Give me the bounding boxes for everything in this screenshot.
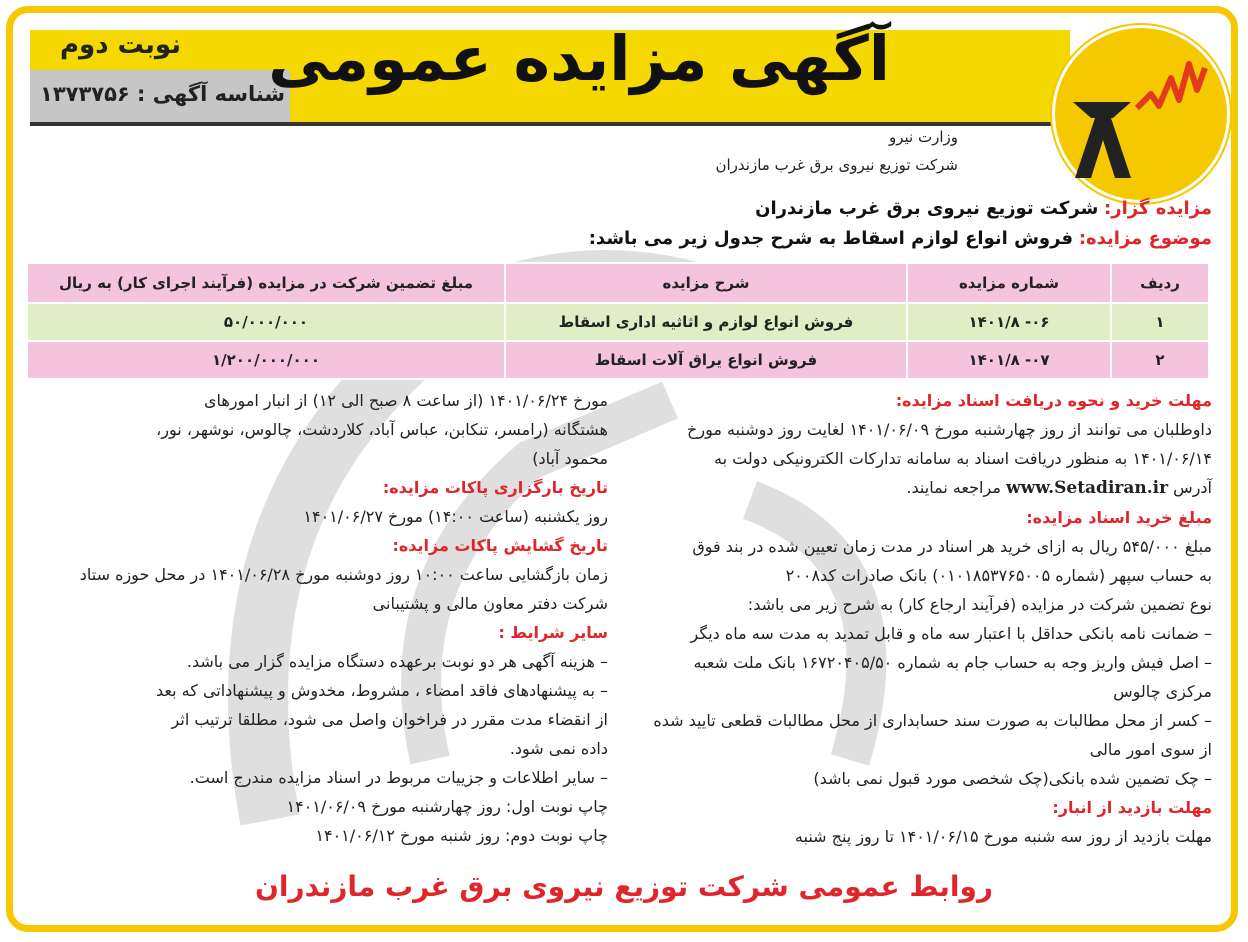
cell-desc: فروش انواع لوازم و اثاثیه اداری اسقاط: [505, 303, 907, 341]
paragraph-line: چاپ نوبت اول: روز چهارشنبه مورخ ۱۴۰۱/۰۶/۰۹: [286, 797, 608, 816]
section-heading: مهلت خرید و نحوه دریافت اسناد مزایده:: [895, 391, 1212, 410]
auctioneer-label: مزایده گزار:: [1104, 198, 1212, 219]
paragraph-line: نوع تضمین شرکت در مزایده (فرآیند ارجاع کار) به شرح زیر می باشد:: [747, 595, 1212, 614]
paragraph-line: مورخ ۱۴۰۱/۰۶/۲۴ (از ساعت ۸ صبح الی ۱۲) از انبار امورهای: [203, 391, 608, 410]
paragraph-line: به حساب سپهر (شماره ۰۱۰۱۸۵۳۷۶۵۰۰۵) بانک صادرات کد۲۰۰۸: [785, 566, 1212, 585]
paragraph-line: ۱۴۰۱/۰۶/۱۴ به منظور دریافت اسناد به سامانه تدارکات الکترونیکی دولت به: [714, 449, 1212, 468]
setadiran-link[interactable]: www.Setadiran.ir: [1005, 478, 1169, 498]
subject-label: موضوع مزایده:: [1078, 228, 1212, 249]
section-heading: مبلغ خرید اسناد مزایده:: [1026, 508, 1212, 527]
address-suffix: مراجعه نمایند.: [906, 478, 1001, 497]
cell-desc: فروش انواع یراق آلات اسقاط: [505, 341, 907, 379]
paragraph-line: داده نمی شود.: [509, 739, 608, 758]
cell-number: ۰۶- ۱۴۰۱/۸: [907, 303, 1111, 341]
header-guarantee-amount: مبلغ تضمین شرکت در مزایده (فرآیند اجرای کار) به ریال: [27, 263, 505, 303]
paragraph-line: داوطلبان می توانند از روز چهارشنبه مورخ ۱۴۰۱/۰۶/۰۹ لغایت روز دوشنبه مورخ: [687, 420, 1212, 439]
ad-id: شناسه آگهی : ۱۳۷۳۷۵۶: [40, 82, 286, 106]
cell-amount: ۵۰/۰۰۰/۰۰۰: [27, 303, 505, 341]
paragraph-line: مهلت بازدید از روز سه شنبه مورخ ۱۴۰۱/۰۶/۱۵ تا روز پنج شنبه: [794, 827, 1212, 846]
paragraph-line: مرکزی چالوس: [1113, 682, 1212, 701]
table-row: [27, 341, 1209, 379]
cell-amount: ۱/۲۰۰/۰۰۰/۰۰۰: [27, 341, 505, 379]
section-heading: تاریخ بارگزاری پاکات مزایده:: [382, 478, 608, 497]
paragraph-line: – هزینه آگهی هر دو نوبت برعهده دستگاه مزایده گزار می باشد.: [186, 652, 608, 671]
page-title: آگهی مزایده عمومی: [268, 22, 890, 95]
paragraph-line: محمود آباد): [532, 449, 608, 468]
header-row-number: ردیف: [1111, 263, 1209, 303]
section-heading: تاریخ گشایش پاکات مزایده:: [392, 536, 608, 555]
company-label: شرکت توزیع نیروی برق غرب مازندران: [715, 156, 958, 174]
paragraph-line: شرکت دفتر معاون مالی و پشتیبانی: [372, 594, 608, 613]
table-row: [27, 303, 1209, 341]
paragraph-line: روز یکشنبه (ساعت ۱۴:۰۰) مورخ ۱۴۰۱/۰۶/۲۷: [303, 507, 608, 526]
paragraph-line: زمان بازگشایی ساعت ۱۰:۰۰ روز دوشنبه مورخ ۱۴۰۱/۰۶/۲۸ در محل حوزه ستاد: [79, 565, 608, 584]
header-description: شرح مزایده: [505, 263, 907, 303]
round-label: نوبت دوم: [60, 30, 181, 60]
auction-table: [26, 262, 1210, 380]
paragraph-line: – سایر اطلاعات و جزییات مربوط در اسناد مزایده مندرج است.: [189, 768, 608, 787]
auctioneer-line: [755, 198, 1212, 219]
cell-row: ۱: [1111, 303, 1209, 341]
subject-line: [589, 228, 1212, 249]
paragraph-line: – ضمانت نامه بانکی حداقل با اعتبار سه ماه و قابل تمدید به مدت سه ماه دیگر: [690, 624, 1212, 643]
cell-number: ۰۷- ۱۴۰۱/۸: [907, 341, 1111, 379]
paragraph-line: – کسر از محل مطالبات به صورت سند حسابداری از محل مطالبات قطعی تایید شده: [653, 711, 1212, 730]
right-column: [622, 386, 1212, 851]
paragraph-line: – چک تضمین شده بانکی(چک شخصی مورد قبول نمی باشد): [813, 769, 1212, 788]
paragraph-line: – به پیشنهادهای فاقد امضاء ، مشروط، مخدوش و پیشنهاداتی که بعد: [156, 681, 608, 700]
ministry-label: وزارت نیرو: [888, 128, 958, 146]
subject-value: فروش انواع لوازم اسقاط به شرح جدول زیر می باشد:: [588, 228, 1074, 249]
header-auction-number: شماره مزایده: [907, 263, 1111, 303]
paragraph-line: – اصل فیش واریز وجه به حساب جام به شماره ۱۶۷۲۰۴۰۵/۵۰ بانک ملت شعبه: [693, 653, 1212, 672]
auctioneer-value: شرکت توزیع نیروی برق غرب مازندران: [755, 198, 1099, 219]
paragraph-line: از سوی امور مالی: [1089, 740, 1212, 759]
address-label: آدرس: [1173, 478, 1212, 497]
paragraph-line: [622, 473, 1212, 503]
paragraph-line: چاپ نوبت دوم: روز شنبه مورخ ۱۴۰۱/۰۶/۱۲: [315, 826, 608, 845]
left-column: [28, 386, 608, 850]
table-header-row: [27, 263, 1209, 303]
paragraph-line: مبلغ ۵۴۵/۰۰۰ ریال به ازای خرید هر اسناد در مدت زمان تعیین شده در بند فوق: [692, 537, 1212, 556]
cell-row: ۲: [1111, 341, 1209, 379]
paragraph-line: از انقضاء مدت مقرر در فراخوان واصل می شود، مطلقا ترتیب اثر: [171, 710, 608, 729]
section-heading: مهلت بازدید از انبار:: [1052, 798, 1212, 817]
paragraph-line: هشتگانه (رامسر، تنکابن، عباس آباد، کلاردشت، چالوس، نوشهر، نور،: [156, 420, 608, 439]
footer-public-relations: روابط عمومی شرکت توزیع نیروی برق غرب مازندران: [254, 870, 994, 903]
power-tower-icon: [1055, 28, 1227, 200]
section-heading: سایر شرایط :: [498, 623, 608, 642]
header-rule: [30, 122, 1070, 126]
company-logo: [1052, 25, 1230, 203]
